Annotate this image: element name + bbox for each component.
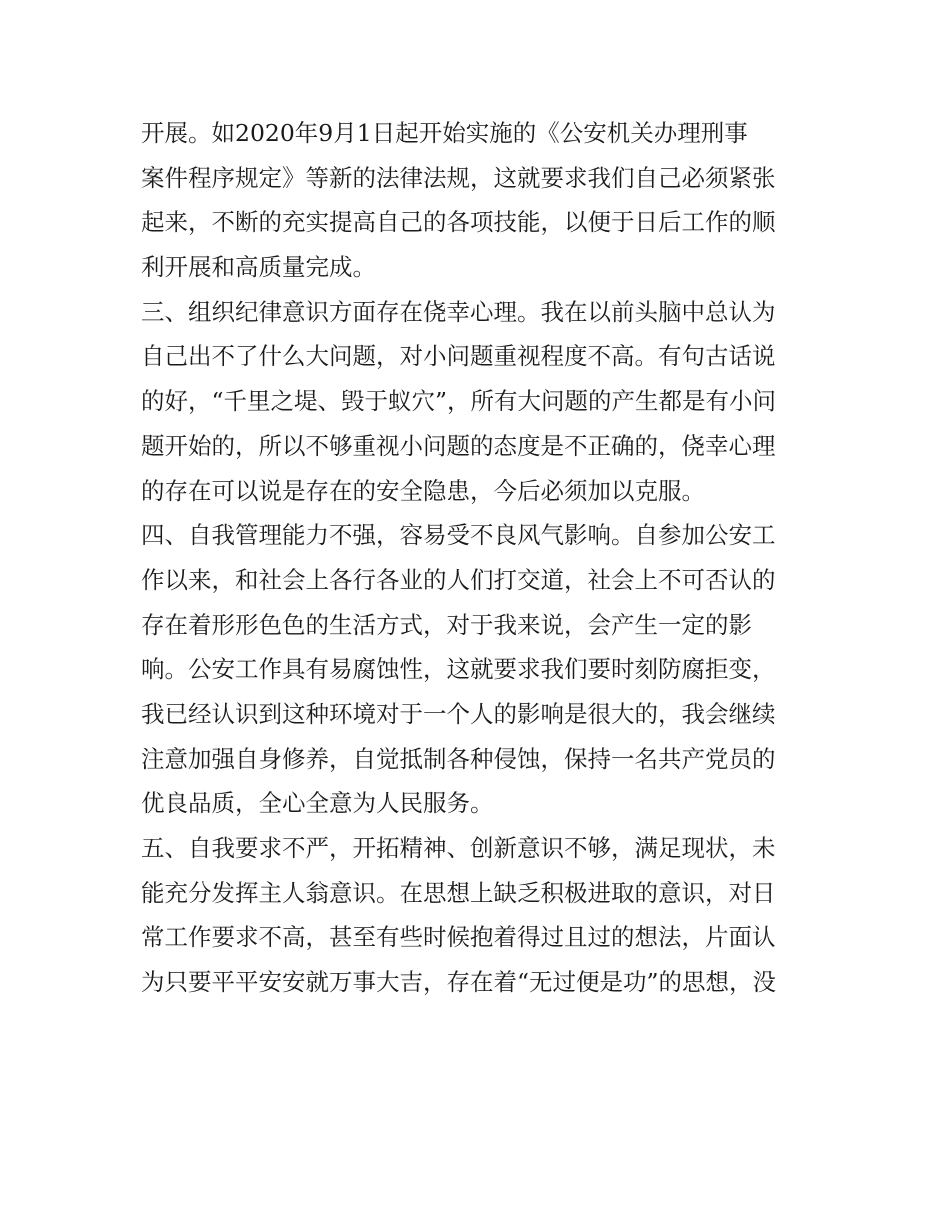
text-line: 注意加强自身修养，自觉抵制各种侵蚀，保持一名共产党员的 [141,744,776,773]
text-line: 起来，不断的充实提高自己的各项技能，以便于日后工作的顺 [141,208,776,237]
section-heading-line: 四、自我管理能力不强，容易受不良风气影响。自参加公安工 [141,521,776,550]
text-line: 为只要平平安安就万事大吉，存在着“无过便是功”的思想，没 [141,968,777,997]
section-heading-line: 五、自我要求不严，开拓精神、创新意识不够，满足现状，未 [141,834,776,862]
text-line: 开展。如2020年9月1日起开始实施的《公安机关办理刑事 [141,119,748,147]
section-heading-line: 三、组织纪律意识方面存在侥幸心理。我在以前头脑中总认为 [141,297,776,326]
text-line: 存在着形形色色的生活方式，对于我来说，会产生一定的影 [141,610,752,639]
text-line: 案件程序规定》等新的法律法规，这就要求我们自己必须紧张 [141,163,776,192]
text-line: 我已经认识到这种环境对于一个人的影响是很大的，我会继续 [141,699,776,728]
text-line: 自己出不了什么大问题，对小问题重视程度不高。有句古话说 [141,342,776,371]
text-line: 的存在可以说是存在的安全隐患，今后必须加以克服。 [141,476,705,505]
text-line: 响。公安工作具有易腐蚀性，这就要求我们要时刻防腐拒变， [141,655,776,684]
body-text [141,111,821,1005]
text-line: 优良品质，全心全意为人民服务。 [141,789,494,818]
text-line: 常工作要求不高，甚至有些时候抱着得过且过的想法，片面认 [141,923,776,952]
text-line: 的好，“千里之堤、毁于蚁穴”，所有大问题的产生都是有小问 [141,387,777,416]
text-line: 题开始的，所以不够重视小问题的态度是不正确的，侥幸心理 [141,431,776,460]
text-line: 能充分发挥主人翁意识。在思想上缺乏积极进取的意识，对日 [141,878,776,907]
text-line: 利开展和高质量完成。 [141,253,376,282]
text-line: 作以来，和社会上各行各业的人们打交道，社会上不可否认的 [141,565,776,594]
